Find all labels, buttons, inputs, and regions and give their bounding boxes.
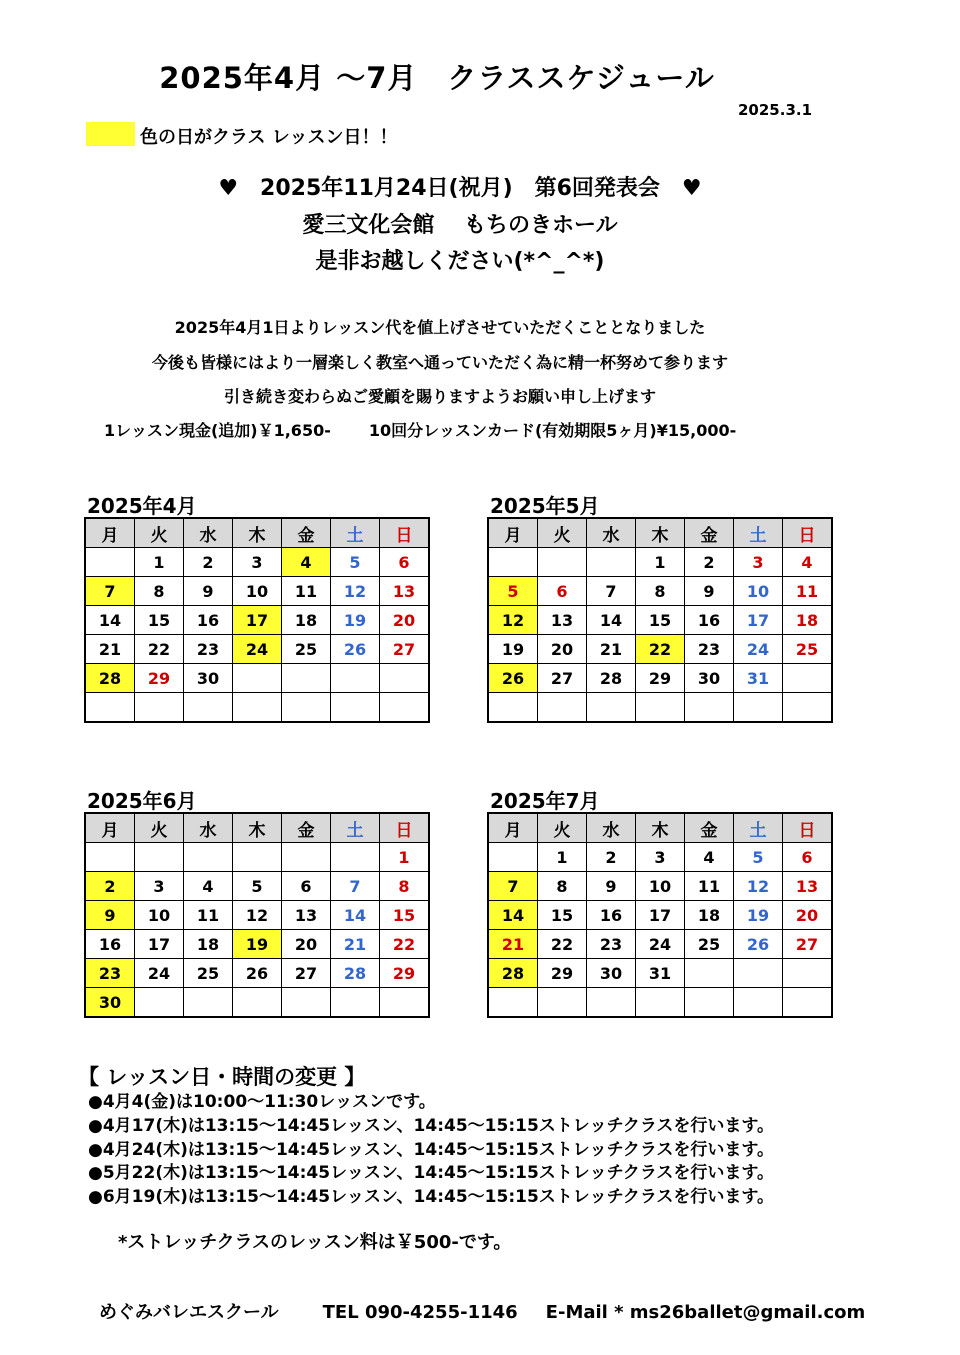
- calendar-empty-cell: [380, 988, 430, 1018]
- weekday-label: 土: [734, 518, 783, 548]
- weekday-label: 火: [135, 518, 184, 548]
- calendar-empty-cell: [783, 693, 833, 723]
- calendar-empty-cell: [85, 693, 135, 723]
- calendar-day: 31: [636, 959, 685, 988]
- calendar-day: 19: [233, 930, 282, 959]
- email-address[interactable]: E-Mail * ms26ballet@gmail.com: [545, 1302, 866, 1323]
- price-notice-line: 引き続き変わらぬご愛顧を賜りますようお願い申し上げます: [223, 387, 656, 406]
- weekday-label: 木: [233, 813, 282, 843]
- calendar-week-row: [85, 693, 429, 723]
- calendar-week-row: [85, 872, 429, 901]
- calendar-empty-cell: [380, 664, 430, 693]
- weekday-header-row: [85, 518, 429, 548]
- weekday-label: 日: [380, 518, 430, 548]
- calendar-day: 9: [85, 901, 135, 930]
- weekday-label: 木: [636, 813, 685, 843]
- calendar-week-row: [488, 693, 832, 723]
- calendar-week-row: [488, 843, 832, 872]
- weekday-label: 火: [538, 518, 587, 548]
- weekday-label: 水: [184, 813, 233, 843]
- weekday-header-row: [488, 813, 832, 843]
- calendar-day: 16: [587, 901, 636, 930]
- calendar-grid: [487, 812, 833, 1018]
- calendar-day: 27: [538, 664, 587, 693]
- calendar-day: 12: [233, 901, 282, 930]
- calendar-empty-cell: [734, 959, 783, 988]
- calendar-june: [84, 789, 430, 1018]
- calendar-empty-cell: [488, 843, 538, 872]
- calendar-day: 2: [685, 548, 734, 577]
- calendar-day: 13: [282, 901, 331, 930]
- calendar-month-title: 2025年5月: [490, 494, 600, 518]
- calendar-day: 9: [587, 872, 636, 901]
- calendar-day: 12: [331, 577, 380, 606]
- calendar-day: 24: [233, 635, 282, 664]
- calendar-empty-cell: [587, 988, 636, 1018]
- calendar-day: 7: [331, 872, 380, 901]
- calendar-day: 10: [233, 577, 282, 606]
- calendar-day: 17: [636, 901, 685, 930]
- calendar-week-row: [488, 930, 832, 959]
- calendar-day: 14: [488, 901, 538, 930]
- calendar-day: 20: [783, 901, 833, 930]
- schedule-change-item: ●6月19(木)は13:15～14:45レッスン、14:45～15:15ストレッチクラスを行います。: [88, 1187, 775, 1207]
- calendar-day: 1: [538, 843, 587, 872]
- calendar-empty-cell: [538, 988, 587, 1018]
- weekday-label: 月: [85, 813, 135, 843]
- calendar-grid: [487, 517, 833, 723]
- calendar-day: 21: [331, 930, 380, 959]
- weekday-label: 土: [331, 518, 380, 548]
- calendar-empty-cell: [282, 988, 331, 1018]
- calendar-day: 6: [282, 872, 331, 901]
- calendar-day: 28: [488, 959, 538, 988]
- calendar-day: 2: [587, 843, 636, 872]
- calendar-day: 31: [734, 664, 783, 693]
- calendar-day: 27: [783, 930, 833, 959]
- calendar-empty-cell: [636, 693, 685, 723]
- price-list: [104, 418, 736, 441]
- calendar-day: 8: [538, 872, 587, 901]
- weekday-label: 水: [184, 518, 233, 548]
- calendar-week-row: [85, 843, 429, 872]
- calendar-day: 18: [685, 901, 734, 930]
- calendar-day: 29: [380, 959, 430, 988]
- calendar-day: 15: [636, 606, 685, 635]
- calendar-day: 6: [380, 548, 430, 577]
- calendar-day: 11: [783, 577, 833, 606]
- weekday-label: 木: [636, 518, 685, 548]
- calendar-day: 4: [783, 548, 833, 577]
- calendar-week-row: [488, 901, 832, 930]
- calendar-empty-cell: [135, 988, 184, 1018]
- price-notice-line: 2025年4月1日よりレッスン代を値上げさせていただくこととなりました: [174, 318, 706, 337]
- calendar-day: 20: [538, 635, 587, 664]
- calendar-day: 4: [184, 872, 233, 901]
- calendar-empty-cell: [282, 664, 331, 693]
- calendar-day: 14: [587, 606, 636, 635]
- calendar-july: [487, 789, 833, 1018]
- weekday-label: 金: [685, 813, 734, 843]
- calendar-day: 17: [233, 606, 282, 635]
- weekday-label: 土: [331, 813, 380, 843]
- calendar-day: 10: [135, 901, 184, 930]
- calendar-week-row: [488, 577, 832, 606]
- calendar-day: 3: [734, 548, 783, 577]
- calendar-grid: [84, 517, 430, 723]
- calendar-day: 5: [488, 577, 538, 606]
- calendar-day: 7: [587, 577, 636, 606]
- calendar-day: 24: [734, 635, 783, 664]
- calendar-may: [487, 494, 833, 723]
- weekday-label: 月: [488, 518, 538, 548]
- footer-contact: [99, 1298, 865, 1324]
- calendar-empty-cell: [734, 988, 783, 1018]
- calendar-empty-cell: [282, 693, 331, 723]
- recital-venue: 愛三文化会館 もちのきホール: [302, 213, 618, 238]
- calendar-day: 6: [783, 843, 833, 872]
- weekday-label: 金: [685, 518, 734, 548]
- calendar-day: 7: [488, 872, 538, 901]
- calendar-week-row: [488, 988, 832, 1018]
- calendar-day: 8: [135, 577, 184, 606]
- calendar-day: 15: [380, 901, 430, 930]
- weekday-label: 水: [587, 518, 636, 548]
- calendar-month-title: 2025年7月: [490, 789, 600, 813]
- calendar-week-row: [85, 930, 429, 959]
- calendar-day: 19: [488, 635, 538, 664]
- calendar-week-row: [488, 548, 832, 577]
- calendar-day: 21: [85, 635, 135, 664]
- calendar-day: 17: [734, 606, 783, 635]
- calendar-day: 17: [135, 930, 184, 959]
- schedule-change-item: ●4月24(木)は13:15～14:45レッスン、14:45～15:15ストレッチクラスを行います。: [88, 1140, 775, 1160]
- weekday-label: 日: [783, 518, 833, 548]
- calendar-empty-cell: [135, 843, 184, 872]
- calendar-empty-cell: [233, 988, 282, 1018]
- recital-invitation: 是非お越しください(*^_^*): [315, 249, 605, 274]
- calendar-day: 28: [331, 959, 380, 988]
- calendar-empty-cell: [184, 693, 233, 723]
- recital-announcement: ♥ 2025年11月24日(祝月) 第6回発表会 ♥: [218, 176, 702, 201]
- calendar-week-row: [85, 577, 429, 606]
- calendar-empty-cell: [587, 693, 636, 723]
- calendar-day: 29: [538, 959, 587, 988]
- calendar-empty-cell: [135, 693, 184, 723]
- calendar-day: 3: [636, 843, 685, 872]
- calendar-day: 29: [135, 664, 184, 693]
- calendar-day: 4: [282, 548, 331, 577]
- calendar-day: 9: [685, 577, 734, 606]
- calendar-day: 19: [734, 901, 783, 930]
- calendar-day: 16: [184, 606, 233, 635]
- calendar-day: 30: [685, 664, 734, 693]
- weekday-label: 月: [488, 813, 538, 843]
- legend-swatch: [86, 122, 135, 146]
- calendar-day: 27: [380, 635, 430, 664]
- calendar-empty-cell: [331, 664, 380, 693]
- weekday-label: 月: [85, 518, 135, 548]
- calendar-day: 8: [380, 872, 430, 901]
- calendar-day: 12: [488, 606, 538, 635]
- weekday-header-row: [488, 518, 832, 548]
- calendar-day: 28: [85, 664, 135, 693]
- calendar-day: 20: [282, 930, 331, 959]
- school-name: めぐみバレエスクール: [99, 1302, 279, 1323]
- issue-date: 2025.3.1: [738, 101, 813, 119]
- calendar-week-row: [85, 635, 429, 664]
- calendar-day: 21: [587, 635, 636, 664]
- calendar-day: 22: [538, 930, 587, 959]
- calendar-empty-cell: [85, 843, 135, 872]
- calendar-day: 27: [282, 959, 331, 988]
- calendar-empty-cell: [538, 548, 587, 577]
- legend-text: 色の日がクラス レッスン日！！: [140, 127, 398, 148]
- calendar-day: 18: [282, 606, 331, 635]
- calendar-empty-cell: [488, 693, 538, 723]
- calendar-day: 26: [233, 959, 282, 988]
- calendar-day: 6: [538, 577, 587, 606]
- calendar-month-title: 2025年4月: [87, 494, 197, 518]
- calendar-empty-cell: [636, 988, 685, 1018]
- calendar-day: 3: [233, 548, 282, 577]
- calendar-day: 11: [184, 901, 233, 930]
- calendar-day: 30: [587, 959, 636, 988]
- calendar-day: 25: [783, 635, 833, 664]
- calendar-week-row: [85, 606, 429, 635]
- calendar-day: 13: [380, 577, 430, 606]
- calendar-empty-cell: [685, 693, 734, 723]
- calendar-day: 21: [488, 930, 538, 959]
- calendar-month-title: 2025年6月: [87, 789, 197, 813]
- calendar-week-row: [488, 606, 832, 635]
- weekday-label: 水: [587, 813, 636, 843]
- stretch-fee-note: *ストレッチクラスのレッスン料は￥500-です。: [118, 1232, 512, 1253]
- calendar-day: 24: [636, 930, 685, 959]
- calendar-day: 7: [85, 577, 135, 606]
- price-notice-line: 今後も皆様にはより一層楽しく教室へ通っていただく為に精一杯努めて参ります: [151, 353, 728, 372]
- calendar-day: 13: [538, 606, 587, 635]
- calendar-week-row: [85, 901, 429, 930]
- weekday-label: 火: [135, 813, 184, 843]
- calendar-day: 28: [587, 664, 636, 693]
- calendar-april: [84, 494, 430, 723]
- calendar-day: 15: [538, 901, 587, 930]
- calendar-empty-cell: [783, 664, 833, 693]
- price-card: 10回分レッスンカード(有効期限5ヶ月)¥15,000-: [368, 421, 737, 440]
- calendar-empty-cell: [184, 843, 233, 872]
- calendar-empty-cell: [331, 988, 380, 1018]
- calendar-day: 25: [282, 635, 331, 664]
- schedule-change-item: ●4月17(木)は13:15～14:45レッスン、14:45～15:15ストレッチクラスを行います。: [88, 1116, 775, 1136]
- calendar-empty-cell: [85, 548, 135, 577]
- calendar-week-row: [85, 959, 429, 988]
- calendar-empty-cell: [734, 693, 783, 723]
- calendar-day: 1: [380, 843, 430, 872]
- calendar-week-row: [85, 664, 429, 693]
- weekday-label: 木: [233, 518, 282, 548]
- calendar-week-row: [488, 635, 832, 664]
- calendar-day: 18: [184, 930, 233, 959]
- calendar-day: 23: [184, 635, 233, 664]
- calendar-day: 18: [783, 606, 833, 635]
- weekday-label: 火: [538, 813, 587, 843]
- calendar-empty-cell: [685, 959, 734, 988]
- calendar-day: 30: [85, 988, 135, 1018]
- calendar-day: 16: [85, 930, 135, 959]
- calendar-day: 11: [685, 872, 734, 901]
- calendar-day: 14: [85, 606, 135, 635]
- weekday-label: 金: [282, 813, 331, 843]
- weekday-label: 金: [282, 518, 331, 548]
- calendar-day: 30: [184, 664, 233, 693]
- calendar-empty-cell: [380, 693, 430, 723]
- page-title: 2025年4月 ～7月 クラススケジュール: [159, 61, 715, 95]
- calendar-day: 3: [135, 872, 184, 901]
- price-cash: 1レッスン現金(追加)￥1,650-: [104, 421, 331, 440]
- calendar-empty-cell: [233, 843, 282, 872]
- calendar-day: 23: [85, 959, 135, 988]
- calendar-week-row: [488, 872, 832, 901]
- weekday-label: 土: [734, 813, 783, 843]
- calendar-day: 12: [734, 872, 783, 901]
- calendar-week-row: [488, 664, 832, 693]
- weekday-label: 日: [380, 813, 430, 843]
- calendar-day: 1: [135, 548, 184, 577]
- calendar-week-row: [85, 548, 429, 577]
- calendar-day: 25: [184, 959, 233, 988]
- calendar-day: 20: [380, 606, 430, 635]
- calendar-day: 25: [685, 930, 734, 959]
- calendar-day: 29: [636, 664, 685, 693]
- calendar-empty-cell: [233, 693, 282, 723]
- weekday-label: 日: [783, 813, 833, 843]
- calendar-day: 26: [331, 635, 380, 664]
- calendar-day: 4: [685, 843, 734, 872]
- calendar-day: 2: [184, 548, 233, 577]
- calendar-day: 5: [734, 843, 783, 872]
- weekday-header-row: [85, 813, 429, 843]
- calendar-day: 15: [135, 606, 184, 635]
- calendar-day: 13: [783, 872, 833, 901]
- calendar-day: 19: [331, 606, 380, 635]
- calendar-empty-cell: [331, 693, 380, 723]
- calendar-week-row: [488, 959, 832, 988]
- schedule-change-item: ●5月22(木)は13:15～14:45レッスン、14:45～15:15ストレッチクラスを行います。: [88, 1163, 775, 1183]
- calendar-day: 14: [331, 901, 380, 930]
- calendar-day: 22: [636, 635, 685, 664]
- calendar-day: 23: [685, 635, 734, 664]
- calendar-day: 10: [636, 872, 685, 901]
- calendar-empty-cell: [233, 664, 282, 693]
- calendar-week-row: [85, 988, 429, 1018]
- calendar-empty-cell: [538, 693, 587, 723]
- calendar-day: 26: [734, 930, 783, 959]
- calendar-empty-cell: [331, 843, 380, 872]
- calendar-day: 26: [488, 664, 538, 693]
- phone-number: TEL 090-4255-1146: [322, 1302, 518, 1323]
- calendar-empty-cell: [488, 988, 538, 1018]
- calendar-empty-cell: [685, 988, 734, 1018]
- calendar-empty-cell: [783, 988, 833, 1018]
- calendar-day: 11: [282, 577, 331, 606]
- calendar-day: 1: [636, 548, 685, 577]
- calendar-day: 5: [331, 548, 380, 577]
- calendar-day: 22: [380, 930, 430, 959]
- calendar-grid: [84, 812, 430, 1018]
- calendar-day: 10: [734, 577, 783, 606]
- calendar-day: 2: [85, 872, 135, 901]
- calendar-empty-cell: [783, 959, 833, 988]
- calendar-day: 8: [636, 577, 685, 606]
- calendar-empty-cell: [488, 548, 538, 577]
- calendar-day: 16: [685, 606, 734, 635]
- calendar-day: 23: [587, 930, 636, 959]
- calendar-empty-cell: [282, 843, 331, 872]
- calendar-day: 9: [184, 577, 233, 606]
- schedule-change-item: ●4月4(金)は10:00～11:30レッスンです。: [88, 1092, 436, 1112]
- calendar-empty-cell: [587, 548, 636, 577]
- calendar-empty-cell: [184, 988, 233, 1018]
- calendar-day: 24: [135, 959, 184, 988]
- schedule-changes-title: 【 レッスン日・時間の変更 】: [78, 1065, 366, 1089]
- calendar-day: 5: [233, 872, 282, 901]
- calendar-day: 22: [135, 635, 184, 664]
